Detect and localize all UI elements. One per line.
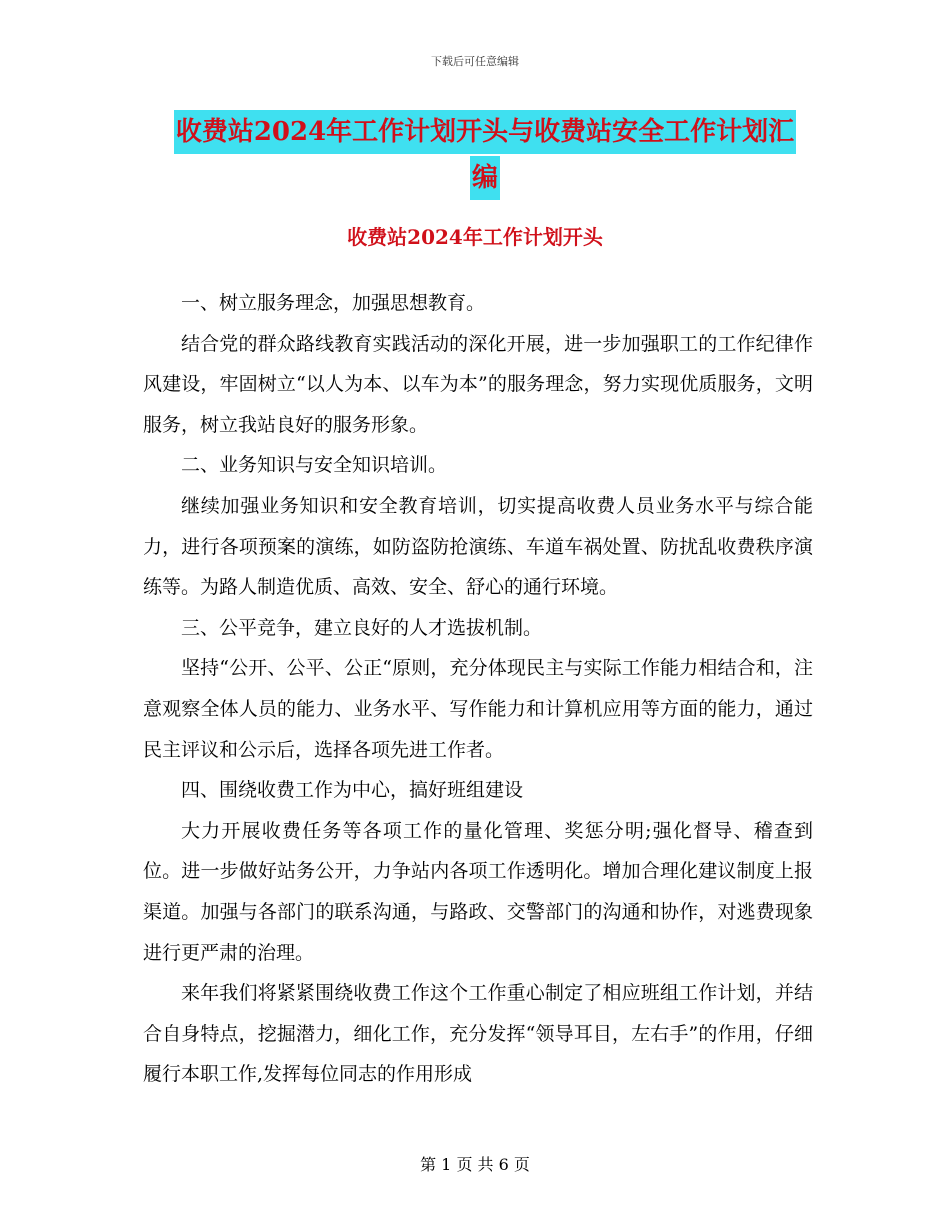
heading-4: 四、围绕收费工作为中心，搞好班组建设 <box>181 779 524 802</box>
document-body <box>143 283 813 1095</box>
title-line-2: 编 <box>470 156 500 200</box>
page-footer: 第 1 页 共 6 页 <box>420 1155 530 1174</box>
title-line-1: 收费站2024年工作计划开头与收费站安全工作计划汇 <box>174 110 796 154</box>
paragraph: 坚持“公开、公平、公正“原则，充分体现民主与实际工作能力相结合和，注意观察全体人员的能力、业务水平、写作能力和计算机应用等方面的能力，通过民主评议和公示后，选择各项先进工作者。 <box>143 657 813 761</box>
page-header: 下载后可任意编辑 <box>431 55 519 68</box>
paragraph: 来年我们将紧紧围绕收费工作这个工作重心制定了相应班组工作计划，并结合自身特点，挖掘潜力，细化工作，充分发挥“领导耳目，左右手”的作用，仔细履行本职工作,发挥每位同志的作用形成 <box>143 982 813 1086</box>
document-title <box>140 110 830 200</box>
heading-2: 二、业务知识与安全知识培训。 <box>181 454 448 477</box>
heading-1: 一、树立服务理念，加强思想教育。 <box>181 292 486 314</box>
section-title: 收费站2024年工作计划开头 <box>347 225 603 249</box>
heading-3: 三、公平竞争，建立良好的人才选拔机制。 <box>181 616 543 639</box>
paragraph: 结合党的群众路线教育实践活动的深化开展，进一步加强职工的工作纪律作风建设，牢固树立“以人为本、以车为本”的服务理念，努力实现优质服务，文明服务，树立我站良好的服务形象。 <box>143 332 813 436</box>
paragraph: 大力开展收费任务等各项工作的量化管理、奖惩分明;强化督导、稽查到位。进一步做好站务公开，力争站内各项工作透明化。增加合理化建议制度上报渠道。加强与各部门的联系沟通，与路政、交警部门的沟通和协作，对逃费现象进行更严肃的治理。 <box>143 819 813 964</box>
paragraph: 继续加强业务知识和安全教育培训，切实提高收费人员业务水平与综合能力，进行各项预案的演练，如防盗防抢演练、车道车祸处置、防扰乱收费秩序演练等。为路人制造优质、高效、安全、舒心的通行环境。 <box>143 494 813 599</box>
